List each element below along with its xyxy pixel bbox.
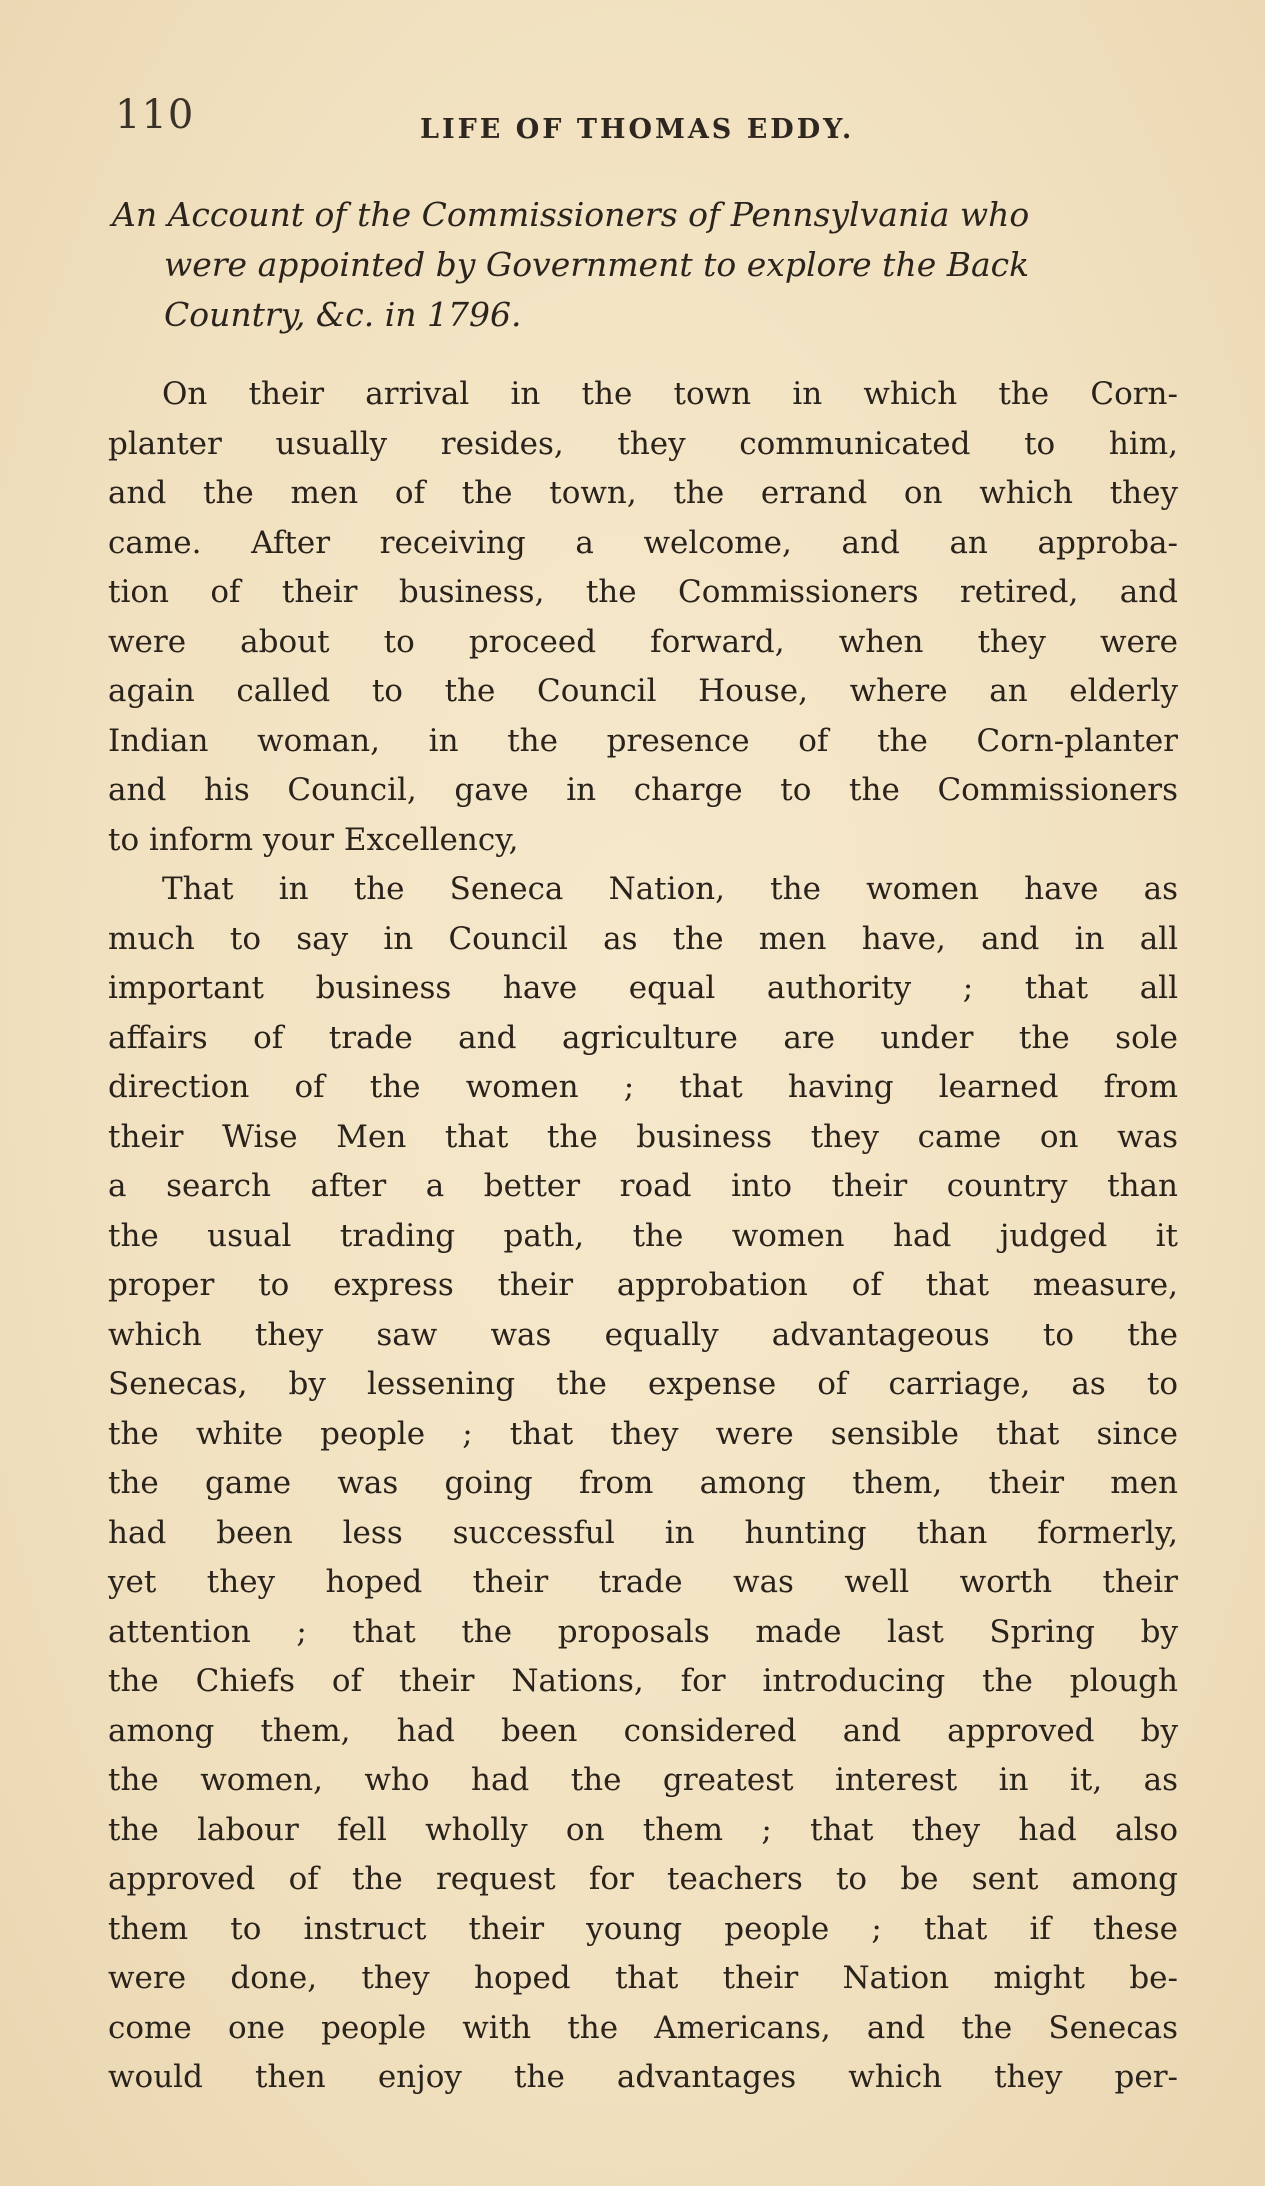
text-line: were done, they hoped that their Nation might be-	[108, 1960, 1178, 1996]
text-line: were about to proceed forward, when they were	[108, 623, 1178, 660]
paragraph-2	[108, 865, 1178, 2103]
section-title	[112, 190, 1182, 340]
text-line: direction of the women ; that having learned from	[108, 1069, 1178, 1105]
text-line: again called to the Council House, where an elderly	[108, 673, 1178, 709]
text-line: which they saw was equally advantageous to the	[108, 1316, 1178, 1353]
text-line: come one people with the Americans, and the Senecas	[108, 2009, 1178, 2046]
text-line: approved of the request for teachers to be sent among	[108, 1861, 1178, 1897]
text-line: among them, had been considered and approved by	[108, 1712, 1178, 1749]
text-line: the Chiefs of their Nations, for introducing the plough	[108, 1663, 1178, 1699]
text-line: attention ; that the proposals made last Spring by	[108, 1613, 1178, 1650]
text-line: had been less successful in hunting than formerly,	[108, 1514, 1178, 1551]
text-line: That in the Seneca Nation, the women have as	[162, 871, 1178, 907]
text-line: planter usually resides, they communicated to him,	[108, 425, 1178, 462]
text-line: would then enjoy the advantages which they per-	[108, 2059, 1178, 2095]
paragraph-1	[108, 370, 1178, 865]
text-line: came. After receiving a welcome, and an approba-	[108, 524, 1178, 561]
text-line: Indian woman, in the presence of the Corn-planter	[108, 722, 1178, 759]
text-line: On their arrival in the town in which the Corn-	[162, 376, 1178, 412]
page-header	[0, 92, 1265, 152]
text-line: affairs of trade and agriculture are under the sole	[108, 1019, 1178, 1056]
text-line: the women, who had the greatest interest in it, as	[108, 1762, 1178, 1798]
text-line: a search after a better road into their country than	[108, 1168, 1178, 1204]
text-line: yet they hoped their trade was well worth their	[108, 1564, 1178, 1600]
text-line: proper to express their approbation of that measure,	[108, 1267, 1178, 1303]
text-line: the labour fell wholly on them ; that they had also	[108, 1811, 1178, 1848]
running-head: LIFE OF THOMAS EDDY.	[420, 114, 855, 145]
text-line: to inform your Excellency,	[108, 821, 519, 858]
page-number: 110	[115, 92, 195, 138]
text-line: the game was going from among them, their men	[108, 1465, 1178, 1501]
text-line: Senecas, by lessening the expense of carriage, as to	[108, 1366, 1178, 1402]
text-line: the white people ; that they were sensible that since	[108, 1415, 1178, 1452]
text-line: their Wise Men that the business they came on was	[108, 1118, 1178, 1155]
body-text	[108, 370, 1178, 2103]
text-line: much to say in Council as the men have, and in all	[108, 920, 1178, 957]
section-title-line: were appointed by Government to explore the Back	[164, 245, 1030, 284]
text-line: and the men of the town, the errand on which they	[108, 475, 1178, 511]
text-line: and his Council, gave in charge to the Commissioners	[108, 772, 1178, 808]
text-line: them to instruct their young people ; that if these	[108, 1910, 1178, 1947]
section-title-line: An Account of the Commissioners of Pennsylvania who	[112, 195, 1030, 234]
text-line: the usual trading path, the women had judged it	[108, 1217, 1178, 1254]
text-line: important business have equal authority ; that all	[108, 970, 1178, 1006]
section-title-line: Country, &c. in 1796.	[164, 295, 522, 334]
text-line: tion of their business, the Commissioners retired, and	[108, 574, 1178, 610]
